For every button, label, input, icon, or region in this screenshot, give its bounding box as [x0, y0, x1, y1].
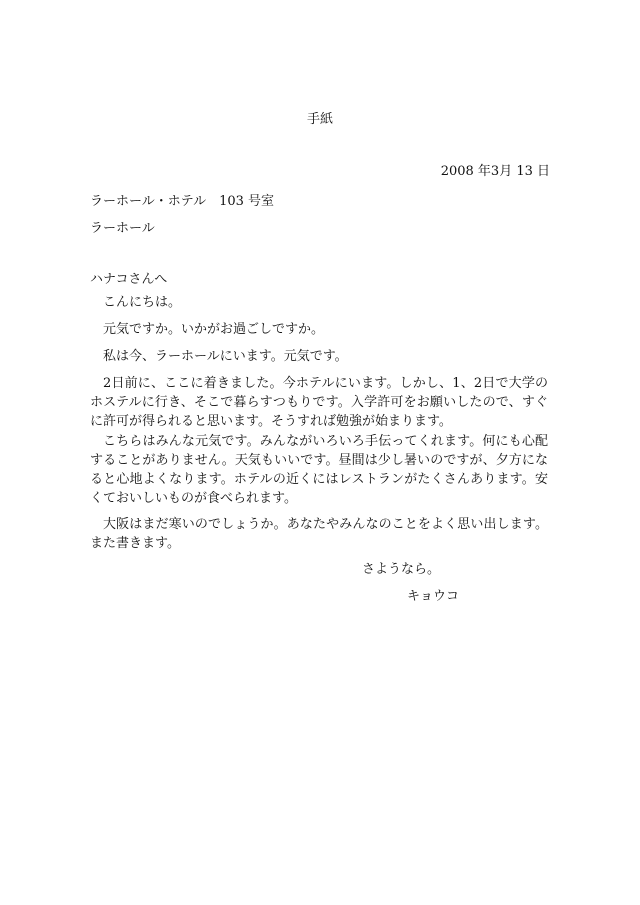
sender-address-line-2: ラーホール: [90, 221, 155, 236]
letter-date: 2008 年3月 13 日: [440, 164, 550, 179]
salutation: ハナコさんへ: [90, 272, 168, 287]
paragraph-greeting: こんにちは。: [103, 295, 182, 310]
closing: さようなら。: [362, 562, 441, 577]
paragraph-how-are-you: 元気ですか。いかがお過ごしですか。: [103, 322, 325, 337]
signature: キョウコ: [407, 589, 460, 604]
letter-title: 手紙: [306, 112, 333, 127]
paragraph-everyone-well: こちらはみんな元気です。みんながいろいろ手伝ってくれます。何にも心配することがありません。天気もいいです。昼間は少し暑いのですが、夕方になると心地よくなります。ホテルの近くにはレストランがたくさんあります。安くておいしいものが食べられます。: [90, 434, 548, 506]
sender-address-line-1: ラーホール・ホテル 103 号室: [90, 194, 275, 209]
paragraph-osaka: 大阪はまだ寒いのでしょうか。あなたやみんなのことをよく思い出します。また書きます。: [90, 517, 548, 551]
paragraph-arrival: 2日前に、ここに着きました。今ホテルにいます。しかし、1、2日で大学のホステルに行き、そこで暮らすつもりです。入学許可をお願いしたので、すぐに許可が得られると思います。そうすれば勉強が始まります。: [90, 376, 548, 429]
paragraph-location: 私は今、ラーホールにいます。元気です。: [103, 349, 348, 364]
